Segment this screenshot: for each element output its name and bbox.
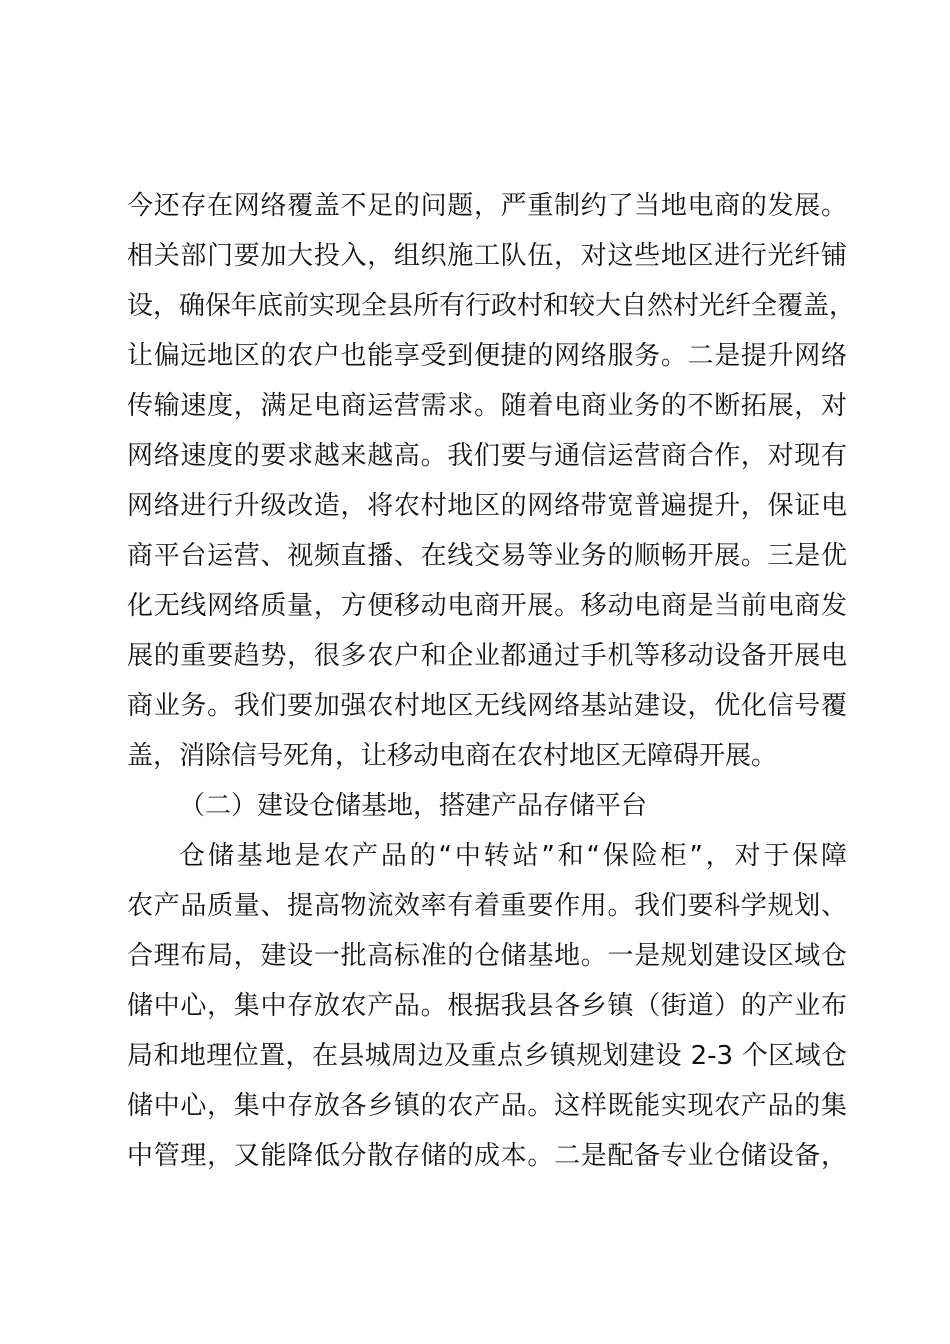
text-line: 今还存在网络覆盖不足的问题，严重制约了当地电商的发展。	[127, 191, 847, 221]
text-line: 合理布局，建设一批高标准的仓储基地。一是规划建设区域仓	[127, 941, 847, 971]
body-text	[127, 181, 856, 1181]
text-line: 局和地理位置，在县城周边及重点乡镇规划建设 2-3 个区域仓	[127, 1041, 847, 1071]
text-line: 展的重要趋势，很多农户和企业都通过手机等移动设备开展电	[127, 641, 847, 671]
text-line: 网络进行升级改造，将农村地区的网络带宽普遍提升，保证电	[127, 491, 847, 521]
text-line-paragraph-end: 盖，消除信号死角，让移动电商在农村地区无障碍开展。	[127, 741, 778, 771]
text-line: 设，确保年底前实现全县所有行政村和较大自然村光纤全覆盖，	[127, 291, 856, 321]
text-line: 农产品质量、提高物流效率有着重要作用。我们要科学规划、	[127, 891, 847, 921]
text-line: 化无线网络质量，方便移动电商开展。移动电商是当前电商发	[127, 591, 847, 621]
text-line: 相关部门要加大投入，组织施工队伍，对这些地区进行光纤铺	[127, 241, 847, 271]
text-line: 储中心，集中存放农产品。根据我县各乡镇（街道）的产业布	[127, 991, 847, 1021]
text-line: 商平台运营、视频直播、在线交易等业务的顺畅开展。三是优	[127, 541, 847, 571]
text-line: 商业务。我们要加强农村地区无线网络基站建设，优化信号覆	[127, 691, 847, 721]
text-line: 储中心，集中存放各乡镇的农产品。这样既能实现农产品的集	[127, 1091, 847, 1121]
text-line: 中管理，又能降低分散存储的成本。二是配备专业仓储设备，	[127, 1141, 847, 1171]
text-line: 网络速度的要求越来越高。我们要与通信运营商合作，对现有	[127, 441, 847, 471]
text-line: 传输速度，满足电商运营需求。随着电商业务的不断拓展，对	[127, 391, 847, 421]
section-heading: （二）建设仓储基地，搭建产品存储平台	[179, 791, 648, 821]
text-line-paragraph-start: 仓储基地是农产品的“中转站”和“保险柜”，对于保障	[179, 841, 847, 871]
text-line: 让偏远地区的农户也能享受到便捷的网络服务。二是提升网络	[127, 341, 847, 371]
